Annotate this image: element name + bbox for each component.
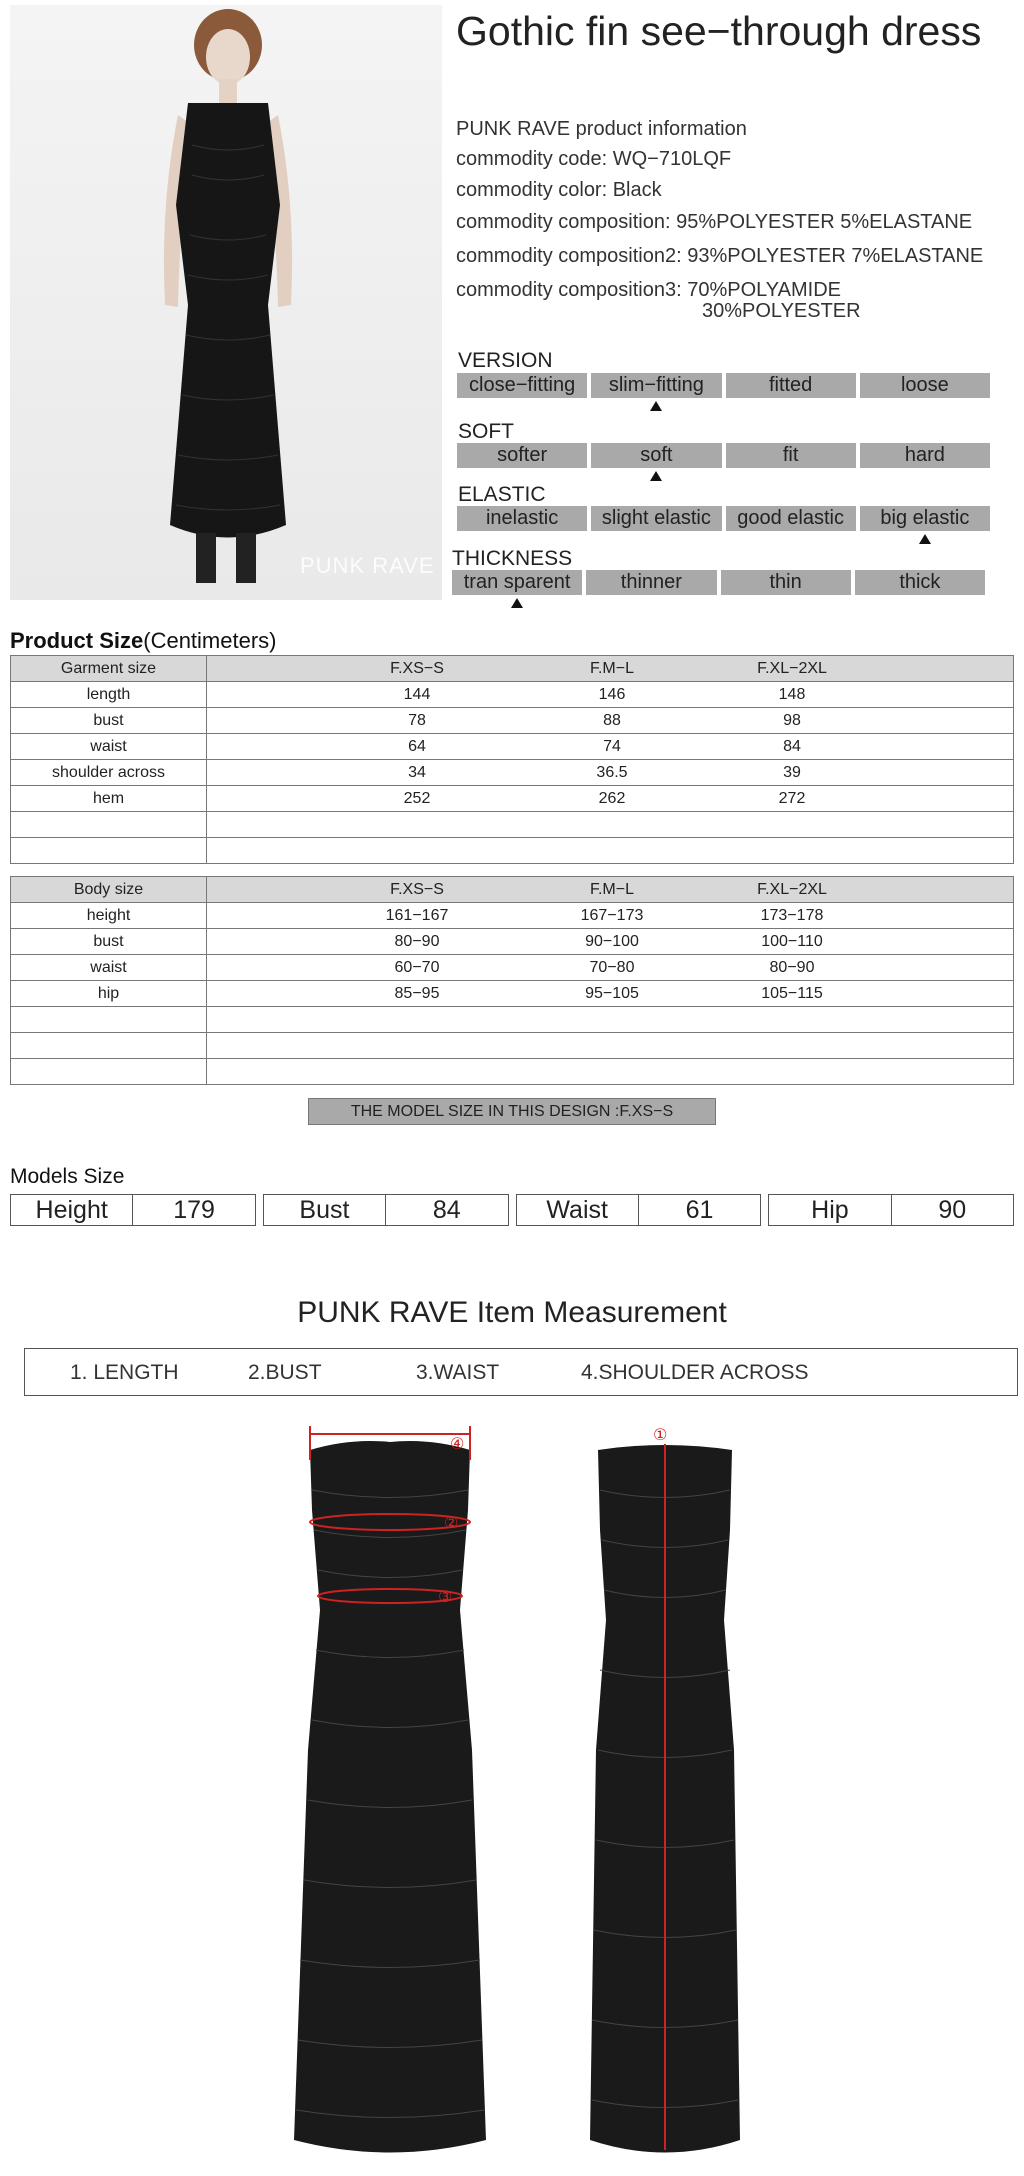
row-label: height bbox=[11, 903, 207, 929]
table-row bbox=[11, 903, 1014, 929]
cell: 60−70 bbox=[394, 958, 440, 976]
soft-option-soft: soft bbox=[591, 443, 721, 468]
models-size-value: 61 bbox=[638, 1195, 760, 1225]
elastic-option-slight: slight elastic bbox=[591, 506, 721, 531]
cell: 80−90 bbox=[769, 958, 815, 976]
body-size-col-2: F.M−L bbox=[589, 880, 634, 898]
row-values bbox=[207, 929, 1014, 955]
cell: 146 bbox=[598, 685, 626, 703]
elastic-option-good: good elastic bbox=[726, 506, 856, 531]
info-composition2 bbox=[456, 245, 983, 268]
soft-selected-marker bbox=[650, 471, 662, 481]
cell: 36.5 bbox=[596, 763, 628, 781]
cell: 70−80 bbox=[589, 958, 635, 976]
table-row-empty bbox=[11, 838, 1014, 864]
thickness-option-thinner: thinner bbox=[586, 570, 716, 595]
empty-cell bbox=[11, 1059, 207, 1085]
version-selected-marker bbox=[650, 401, 662, 411]
measurement-title: PUNK RAVE Item Measurement bbox=[297, 1296, 727, 1329]
measurement-legend bbox=[24, 1348, 1018, 1396]
info-composition3 bbox=[456, 279, 841, 302]
cell: 262 bbox=[598, 789, 626, 807]
info-color-label: commodity color: bbox=[456, 179, 608, 201]
cell: 144 bbox=[403, 685, 431, 703]
measurement-item-length: 1. LENGTH bbox=[70, 1361, 179, 1384]
row-values bbox=[207, 708, 1014, 734]
models-size-value: 84 bbox=[385, 1195, 507, 1225]
cell: 105−115 bbox=[761, 984, 823, 1002]
soft-option-hard: hard bbox=[860, 443, 990, 468]
row-label: shoulder across bbox=[11, 760, 207, 786]
cell: 100−110 bbox=[761, 932, 823, 950]
cell: 85−95 bbox=[394, 984, 440, 1002]
thickness-option-thick: thick bbox=[855, 570, 985, 595]
body-size-col-1: F.XS−S bbox=[390, 880, 444, 898]
models-size-label: Waist bbox=[546, 1196, 608, 1224]
cell: 34 bbox=[408, 763, 426, 781]
empty-cell bbox=[207, 1033, 1014, 1059]
measurement-item-waist: 3.WAIST bbox=[416, 1361, 500, 1384]
table-row bbox=[11, 682, 1014, 708]
cell: 173−178 bbox=[760, 906, 824, 924]
cell: 80−90 bbox=[394, 932, 440, 950]
info-composition-value: 95%POLYESTER 5%ELASTANE bbox=[676, 211, 973, 233]
garment-size-col-3: F.XL−2XL bbox=[757, 659, 827, 677]
body-size-col-3: F.XL−2XL bbox=[757, 880, 827, 898]
garment-size-header: Garment size bbox=[11, 656, 207, 682]
empty-cell bbox=[11, 812, 207, 838]
models-size-value: 179 bbox=[132, 1195, 254, 1225]
empty-cell bbox=[11, 1033, 207, 1059]
body-size-table bbox=[10, 876, 1014, 1085]
elastic-option-inelastic: inelastic bbox=[457, 506, 587, 531]
empty-cell bbox=[207, 838, 1014, 864]
row-label: hem bbox=[11, 786, 207, 812]
version-option-slim-fitting: slim−fitting bbox=[591, 373, 721, 398]
elastic-label: ELASTIC bbox=[458, 483, 546, 506]
models-size-bust bbox=[263, 1194, 509, 1226]
soft-option-fit: fit bbox=[726, 443, 856, 468]
models-size-label: Height bbox=[35, 1196, 108, 1224]
measurement-item-bust: 2.BUST bbox=[248, 1361, 322, 1384]
table-row bbox=[11, 955, 1014, 981]
info-composition bbox=[456, 211, 972, 234]
models-size-hip bbox=[768, 1194, 1014, 1226]
row-values bbox=[207, 903, 1014, 929]
table-row bbox=[11, 734, 1014, 760]
marker-2: ② bbox=[444, 1513, 459, 1532]
garment-size-header-row bbox=[11, 656, 1014, 682]
garment-size-col-2: F.M−L bbox=[589, 659, 634, 677]
version-option-loose: loose bbox=[860, 373, 990, 398]
version-option-close-fitting: close−fitting bbox=[457, 373, 587, 398]
row-label: bust bbox=[11, 708, 207, 734]
row-label: waist bbox=[11, 955, 207, 981]
marker-3: ③ bbox=[438, 1587, 453, 1606]
info-composition3-value: 70%POLYAMIDE bbox=[687, 279, 841, 301]
info-composition-label: commodity composition: bbox=[456, 211, 671, 233]
table-row bbox=[11, 760, 1014, 786]
body-size-header: Body size bbox=[11, 877, 207, 903]
table-row bbox=[11, 786, 1014, 812]
cell: 78 bbox=[408, 711, 426, 729]
body-size-header-values bbox=[207, 877, 1014, 903]
info-color bbox=[456, 179, 662, 202]
version-label: VERSION bbox=[458, 349, 553, 372]
table-row-empty bbox=[11, 1033, 1014, 1059]
info-composition2-value: 93%POLYESTER 7%ELASTANE bbox=[687, 245, 984, 267]
cell: 39 bbox=[783, 763, 801, 781]
models-size-label: Hip bbox=[811, 1196, 849, 1224]
product-size-unit: (Centimeters) bbox=[143, 628, 277, 653]
photo-watermark: PUNK RAVE bbox=[300, 553, 435, 578]
empty-cell bbox=[11, 1007, 207, 1033]
cell: 161−167 bbox=[385, 906, 449, 924]
row-values bbox=[207, 955, 1014, 981]
cell: 148 bbox=[778, 685, 806, 703]
row-values bbox=[207, 734, 1014, 760]
empty-cell bbox=[11, 838, 207, 864]
product-title: Gothic fin see−through dress bbox=[456, 8, 982, 54]
info-code-value: WQ−710LQF bbox=[612, 148, 732, 170]
garment-size-col-1: F.XS−S bbox=[390, 659, 444, 677]
table-row-empty bbox=[11, 1059, 1014, 1085]
marker-4: ④ bbox=[450, 1434, 465, 1453]
row-values bbox=[207, 760, 1014, 786]
cell: 98 bbox=[783, 711, 801, 729]
version-option-fitted: fitted bbox=[726, 373, 856, 398]
thickness-label: THICKNESS bbox=[452, 547, 573, 570]
garment-size-header-values bbox=[207, 656, 1014, 682]
row-values bbox=[207, 786, 1014, 812]
models-size-row bbox=[10, 1194, 1014, 1226]
models-size-title: Models Size bbox=[10, 1165, 125, 1188]
cell: 84 bbox=[783, 737, 801, 755]
info-code bbox=[456, 148, 731, 171]
version-row bbox=[457, 373, 990, 398]
empty-cell bbox=[207, 1007, 1014, 1033]
measurement-item-shoulder: 4.SHOULDER ACROSS bbox=[581, 1361, 809, 1384]
row-values bbox=[207, 981, 1014, 1007]
marker-1: ① bbox=[653, 1425, 668, 1444]
cell: 252 bbox=[403, 789, 431, 807]
garment-size-table bbox=[10, 655, 1014, 864]
table-row bbox=[11, 929, 1014, 955]
elastic-option-big: big elastic bbox=[860, 506, 990, 531]
cell: 88 bbox=[603, 711, 621, 729]
table-row bbox=[11, 708, 1014, 734]
cell: 90−100 bbox=[585, 932, 639, 950]
thickness-option-thin: thin bbox=[721, 570, 851, 595]
cell: 167−173 bbox=[580, 906, 644, 924]
model-size-note: THE MODEL SIZE IN THIS DESIGN :F.XS−S bbox=[308, 1098, 716, 1125]
cell: 272 bbox=[778, 789, 806, 807]
models-size-height bbox=[10, 1194, 256, 1226]
elastic-row bbox=[457, 506, 990, 531]
soft-row bbox=[457, 443, 990, 468]
body-size-header-row bbox=[11, 877, 1014, 903]
thickness-row bbox=[452, 570, 985, 595]
empty-cell bbox=[207, 1059, 1014, 1085]
soft-option-softer: softer bbox=[457, 443, 587, 468]
info-composition2-label: commodity composition2: bbox=[456, 245, 682, 267]
info-heading: PUNK RAVE product information bbox=[456, 118, 747, 140]
row-label: waist bbox=[11, 734, 207, 760]
models-size-value: 90 bbox=[891, 1195, 1013, 1225]
models-size-label: Bust bbox=[299, 1196, 350, 1224]
info-composition3-value2: 30%POLYESTER bbox=[702, 300, 861, 322]
info-color-value: Black bbox=[612, 179, 662, 201]
thickness-option-transparent: tran sparent bbox=[452, 570, 582, 595]
row-label: bust bbox=[11, 929, 207, 955]
elastic-selected-marker bbox=[919, 534, 931, 544]
product-size-heading: Product Size bbox=[10, 628, 144, 653]
dress-back-diagram bbox=[590, 1420, 740, 2160]
cell: 64 bbox=[408, 737, 426, 755]
product-size-title bbox=[10, 628, 277, 654]
soft-label: SOFT bbox=[458, 420, 514, 443]
empty-cell bbox=[207, 812, 1014, 838]
row-values bbox=[207, 682, 1014, 708]
model-figure bbox=[10, 5, 442, 600]
cell: 95−105 bbox=[585, 984, 639, 1002]
dress-front-shape bbox=[294, 1441, 486, 2153]
model-photo bbox=[10, 5, 442, 600]
info-composition3-label: commodity composition3: bbox=[456, 279, 682, 301]
row-label: length bbox=[11, 682, 207, 708]
row-label: hip bbox=[11, 981, 207, 1007]
models-size-waist bbox=[516, 1194, 762, 1226]
table-row-empty bbox=[11, 812, 1014, 838]
table-row bbox=[11, 981, 1014, 1007]
table-row-empty bbox=[11, 1007, 1014, 1033]
thickness-selected-marker bbox=[511, 598, 523, 608]
dress-front-diagram bbox=[290, 1420, 490, 2160]
cell: 74 bbox=[603, 737, 621, 755]
info-code-label: commodity code: bbox=[456, 148, 608, 170]
